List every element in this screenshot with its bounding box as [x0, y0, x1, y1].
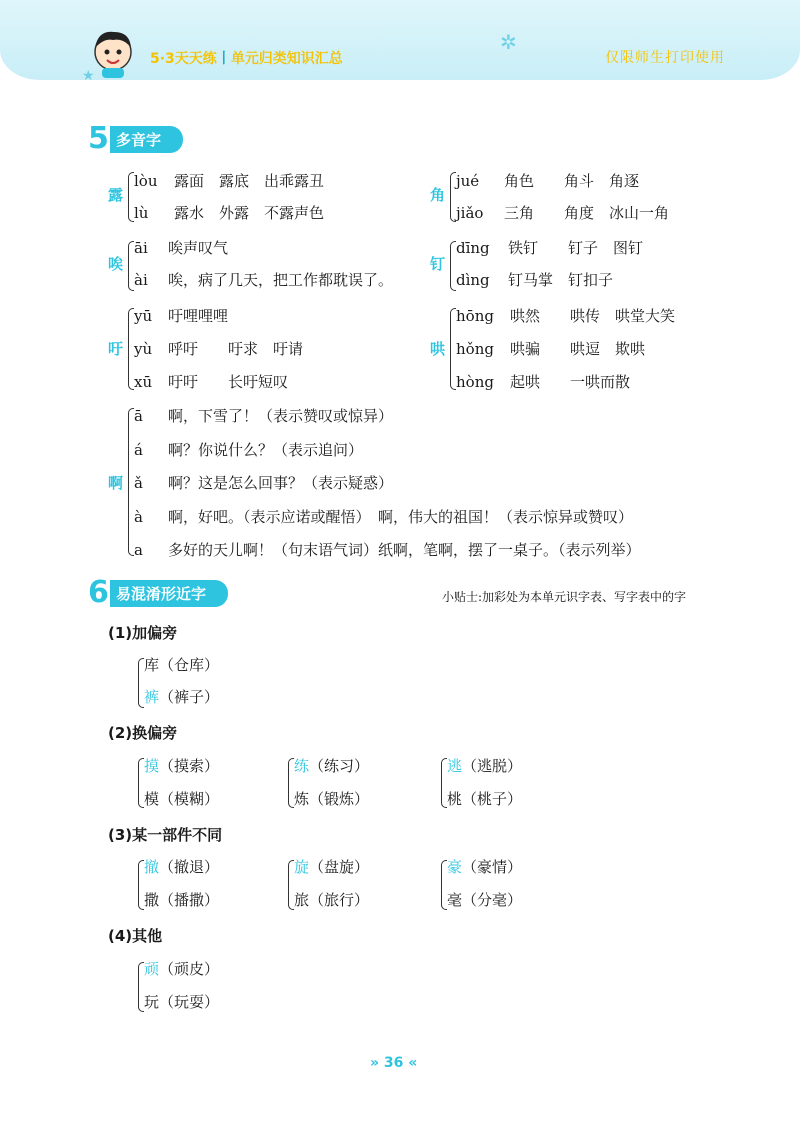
page-number: » 36 « — [370, 1055, 418, 1071]
poly-char-lu: 露 — [108, 186, 124, 204]
poly-row: hòng 起哄 一哄而散 — [456, 373, 631, 391]
section-5-title: 5 多音字 — [88, 126, 183, 152]
char-pair-item: 摸（摸索） — [144, 757, 220, 775]
star-icon: ✲ — [500, 30, 517, 54]
char-pair-item: 桃（桃子） — [447, 790, 523, 808]
char-pair-item: 撒（播撒） — [144, 891, 220, 909]
char-pair-item: 旋（盘旋） — [294, 858, 370, 876]
poly-row: yù 呼吁 吁求 吁请 — [134, 340, 304, 358]
char-pair-item: 顽（顽皮） — [144, 960, 220, 978]
tip-note: 小贴士:加彩处为本单元识字表、写字表中的字 — [442, 590, 687, 604]
char-pair-item: 练（练习） — [294, 757, 370, 775]
poly-char-a: 啊 — [108, 474, 124, 492]
char-pair-item: 玩（玩耍） — [144, 993, 220, 1011]
poly-char-hong: 哄 — [430, 340, 446, 358]
poly-row: a 多好的天儿啊！（句末语气词）纸啊，笔啊，摆了一桌子。（表示列举） — [134, 541, 641, 559]
book-title: 5·3天天练丨单元归类知识汇总 — [150, 51, 343, 67]
poly-row: lù 露水 外露 不露声色 — [134, 204, 325, 222]
poly-row: dīng 铁钉 钉子 图钉 — [456, 239, 644, 257]
poly-row: ài 唉，病了几天，把工作都耽误了。 — [134, 271, 394, 289]
char-pair-item: 撤（撤退） — [144, 858, 220, 876]
poly-row: yū 吁哩哩哩 — [134, 307, 229, 325]
char-pair-item: 逃（逃脱） — [447, 757, 523, 775]
group-label: (2)换偏旁 — [108, 724, 178, 742]
poly-row: à 啊，好吧。（表示应诺或醒悟） 啊，伟大的祖国！（表示惊异或赞叹） — [134, 508, 634, 526]
char-pair-item: 模（模糊） — [144, 790, 220, 808]
poly-row: á 啊？你说什么？（表示追问） — [134, 441, 364, 459]
poly-char-ding: 钉 — [430, 255, 446, 273]
poly-row: jiǎo 三角 角度 冰山一角 — [456, 204, 670, 222]
poly-row: xū 吁吁 长吁短叹 — [134, 373, 289, 391]
poly-row: āi 唉声叹气 — [134, 239, 229, 257]
poly-row: hōng 哄然 哄传 哄堂大笑 — [456, 307, 676, 325]
char-pair-item: 旅（旅行） — [294, 891, 370, 909]
poly-row: jué 角色 角斗 角逐 — [456, 172, 640, 190]
star-icon: ★ — [82, 68, 95, 84]
char-pair-item: 裤（裤子） — [144, 688, 220, 706]
poly-char-jue: 角 — [430, 186, 446, 204]
group-label: (3)某一部件不同 — [108, 826, 223, 844]
poly-row: lòu 露面 露底 出乖露丑 — [134, 172, 325, 190]
poly-char-ai: 唉 — [108, 255, 124, 273]
group-label: (4)其他 — [108, 927, 163, 945]
print-notice: 仅限师生打印使用 — [605, 50, 725, 66]
poly-row: ǎ 啊？这是怎么回事？（表示疑惑） — [134, 474, 394, 492]
poly-row: hǒng 哄骗 哄逗 欺哄 — [456, 340, 646, 358]
char-pair-item: 毫（分毫） — [447, 891, 523, 909]
char-pair-item: 豪（豪情） — [447, 858, 523, 876]
char-pair-item: 库（仓库） — [144, 656, 220, 674]
section-6-title: 6 易混淆形近字 — [88, 580, 228, 606]
poly-row: ā 啊，下雪了！（表示赞叹或惊异） — [134, 407, 394, 425]
group-label: (1)加偏旁 — [108, 624, 178, 642]
char-pair-item: 炼（锻炼） — [294, 790, 370, 808]
page-header — [0, 0, 800, 92]
poly-char-yu: 吁 — [108, 340, 124, 358]
poly-row: dìng 钉马掌 钉扣子 — [456, 271, 614, 289]
